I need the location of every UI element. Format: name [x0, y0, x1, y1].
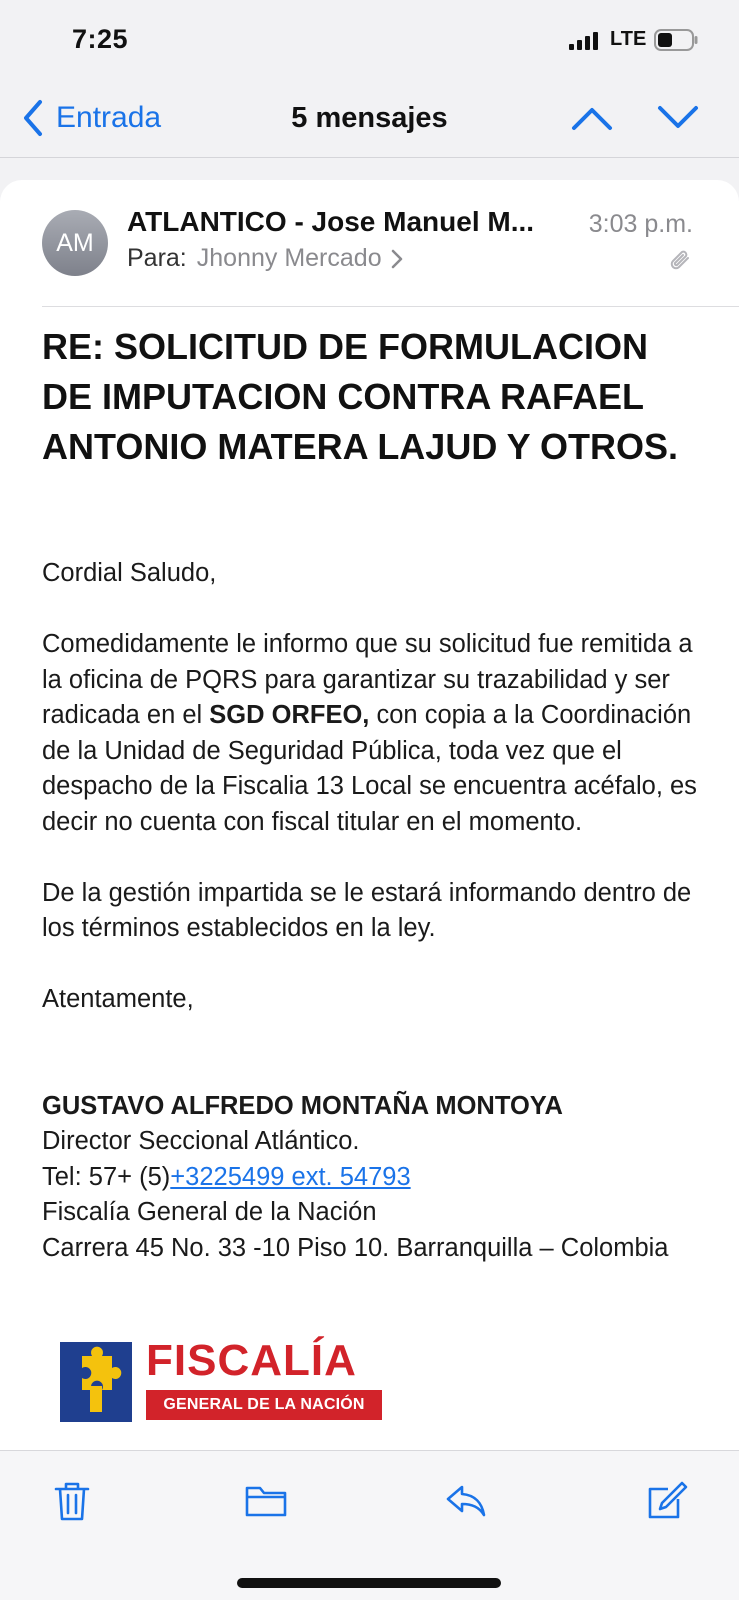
- closing: Atentamente,: [42, 985, 194, 1013]
- home-indicator[interactable]: [237, 1578, 501, 1588]
- signature-org: Fiscalía General de la Nación: [42, 1198, 377, 1226]
- chevron-right-icon: [390, 248, 404, 270]
- compose-icon[interactable]: [644, 1479, 688, 1523]
- body-bold-text: SGD ORFEO,: [209, 701, 370, 729]
- body-text: con copia a la Coordinación de la Unidad de Seguridad Pública, toda vez que el despacho de la Fiscalia 13 Local se encuentra acéfalo, es decir no cuenta con fiscal titular en el momento.: [42, 701, 697, 836]
- battery-icon: [654, 29, 698, 51]
- phone-link[interactable]: +3225499 ext. 54793: [170, 1162, 411, 1191]
- puzzle-logo-icon: [60, 1342, 132, 1422]
- message-subject: RE: SOLICITUD DE FORMULACION DE IMPUTACION CONTRA RAFAEL ANTONIO MATERA LAJUD Y OTROS.: [42, 326, 679, 467]
- body-text: Comedidamente le informo que su solicitud fue remitida a la oficina de PQRS para garantizar su trazabilidad y ser radicada en el: [42, 630, 693, 729]
- recipient-name[interactable]: Jhonny Mercado: [196, 244, 382, 272]
- navigation-bar: [0, 82, 739, 158]
- status-bar: [0, 0, 739, 82]
- message-time: 3:03 p.m.: [588, 210, 693, 238]
- signature-name: GUSTAVO ALFREDO MONTAÑA MONTOYA: [42, 1091, 563, 1120]
- recipient-line[interactable]: [127, 244, 404, 273]
- signature-role: Director Seccional Atlántico.: [42, 1127, 360, 1155]
- paperclip-icon[interactable]: [669, 248, 693, 274]
- previous-message-button[interactable]: [570, 102, 614, 134]
- logo-title: FISCALÍA: [146, 1336, 357, 1385]
- reply-icon[interactable]: [444, 1479, 488, 1523]
- network-label: LTE: [610, 28, 647, 50]
- greeting: Cordial Saludo,: [42, 559, 217, 587]
- fiscalia-logo: [58, 1336, 388, 1422]
- signature-phone: [42, 1160, 702, 1196]
- signal-icon: [569, 32, 601, 50]
- folder-icon[interactable]: [244, 1479, 288, 1523]
- nav-title: 5 mensajes: [291, 102, 448, 134]
- back-label: Entrada: [56, 101, 162, 134]
- body-paragraph-1: [42, 627, 702, 840]
- to-label: Para:: [127, 244, 187, 272]
- trash-icon[interactable]: [50, 1479, 94, 1523]
- signature-address: Carrera 45 No. 33 -10 Piso 10. Barranquilla – Colombia: [42, 1233, 669, 1262]
- avatar[interactable]: AM: [42, 210, 108, 276]
- message-body: [42, 556, 702, 1266]
- sender-name[interactable]: ATLANTICO - Jose Manuel M...: [127, 206, 535, 237]
- next-message-button[interactable]: [656, 102, 700, 134]
- phone-prefix: Tel: 57+ (5): [42, 1162, 171, 1191]
- status-time: 7:25: [72, 24, 129, 54]
- header-divider: [42, 306, 739, 307]
- message-view: [0, 180, 739, 1450]
- logo-subtitle: GENERAL DE LA NACIÓN: [146, 1390, 382, 1420]
- body-paragraph-2: De la gestión impartida se le estará informando dentro de los términos establecidos en la ley.: [42, 878, 692, 942]
